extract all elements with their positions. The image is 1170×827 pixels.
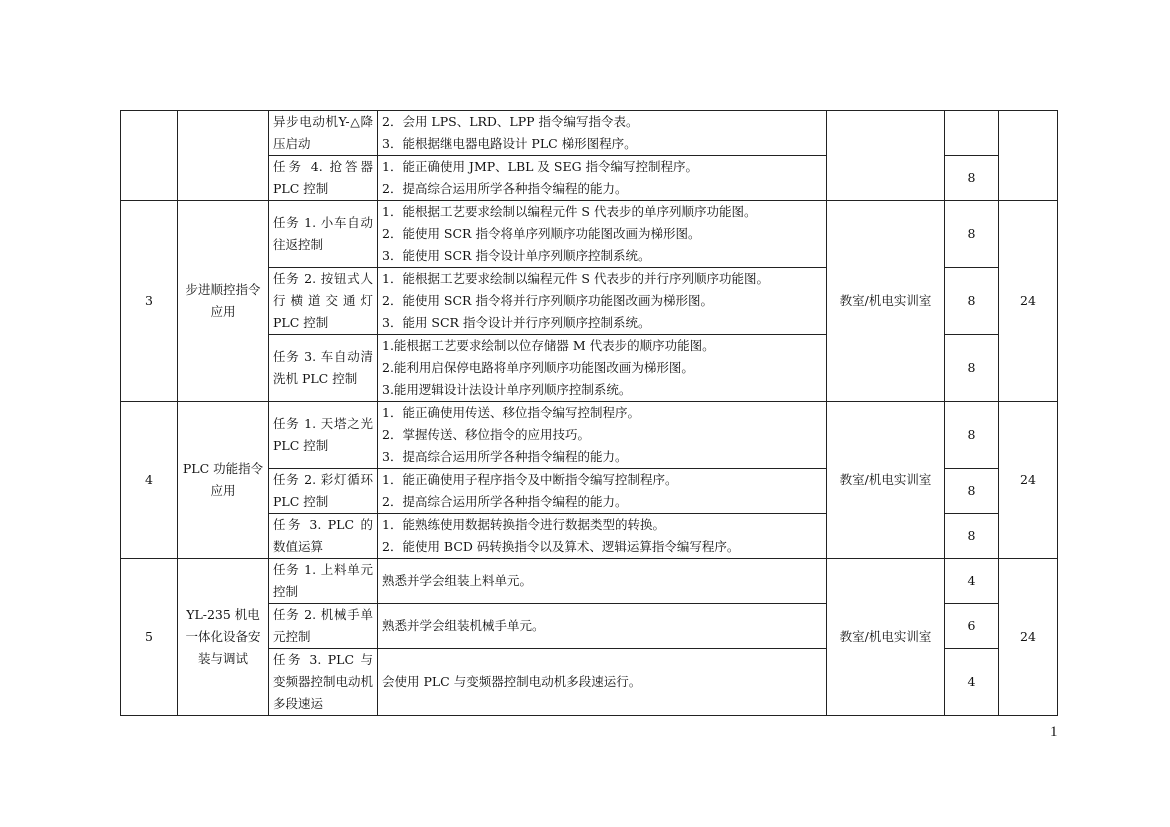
objective-line: 1．能正确使用传送、移位指令编写控制程序。 (382, 405, 640, 420)
objectives-cell (378, 268, 827, 335)
project-name-cell: PLC 功能指令应用 (178, 402, 269, 559)
venue-cell (827, 111, 945, 201)
task-name-cell: 任务 2. 彩灯循环 PLC 控制 (269, 469, 378, 514)
objective-line: 2.能利用启保停电路将单序列顺序功能图改画为梯形图。 (382, 360, 694, 375)
venue-cell: 教室/机电实训室 (827, 559, 945, 716)
total-hours-cell: 24 (999, 402, 1058, 559)
hours-cell (945, 111, 999, 156)
hours-cell: 4 (945, 649, 999, 716)
task-name-cell: 异步电动机Y-△降压启动 (269, 111, 378, 156)
objective-line: 1．能根据工艺要求绘制以编程元件 S 代表步的单序列顺序功能图。 (382, 204, 757, 219)
objectives-cell (378, 335, 827, 402)
hours-cell: 4 (945, 559, 999, 604)
total-hours-cell: 24 (999, 201, 1058, 402)
hours-cell: 8 (945, 201, 999, 268)
project-name-cell (178, 111, 269, 201)
table-row (121, 559, 1058, 604)
item-number-cell: 3 (121, 201, 178, 402)
objective-line: 熟悉并学会组装上料单元。 (382, 573, 533, 588)
curriculum-table (120, 110, 1058, 716)
objectives-cell (378, 604, 827, 649)
objective-line: 2．提高综合运用所学各种指令编程的能力。 (382, 181, 628, 196)
hours-cell: 8 (945, 335, 999, 402)
table-row (121, 111, 1058, 156)
objectives-cell (378, 111, 827, 156)
objective-line: 2．提高综合运用所学各种指令编程的能力。 (382, 494, 628, 509)
item-number-cell: 4 (121, 402, 178, 559)
objective-line: 2．能使用 SCR 指令将单序列顺序功能图改画为梯形图。 (382, 226, 701, 241)
table-row (121, 201, 1058, 268)
objectives-cell (378, 402, 827, 469)
objective-line: 3．能用 SCR 指令设计并行序列顺序控制系统。 (382, 315, 651, 330)
objective-line: 会使用 PLC 与变频器控制电动机多段速运行。 (382, 674, 642, 689)
objective-line: 1．能熟练使用数据转换指令进行数据类型的转换。 (382, 517, 665, 532)
objective-line: 熟悉并学会组装机械手单元。 (382, 618, 545, 633)
hours-cell: 6 (945, 604, 999, 649)
hours-cell: 8 (945, 156, 999, 201)
objective-line: 2．能使用 BCD 码转换指令以及算术、逻辑运算指令编写程序。 (382, 539, 740, 554)
task-name-cell: 任务 4. 抢答器 PLC 控制 (269, 156, 378, 201)
hours-cell: 8 (945, 402, 999, 469)
objectives-cell (378, 201, 827, 268)
hours-cell: 8 (945, 514, 999, 559)
objectives-cell (378, 559, 827, 604)
total-hours-cell (999, 111, 1058, 201)
objective-line: 3．能根据继电器电路设计 PLC 梯形图程序。 (382, 136, 637, 151)
task-name-cell: 任务 1. 小车自动往返控制 (269, 201, 378, 268)
objective-line: 1．能根据工艺要求绘制以编程元件 S 代表步的并行序列顺序功能图。 (382, 271, 769, 286)
item-number-cell (121, 111, 178, 201)
hours-cell: 8 (945, 469, 999, 514)
task-name-cell: 任务 1. 上料单元控制 (269, 559, 378, 604)
objective-line: 1．能正确使用 JMP、LBL 及 SEG 指令编写控制程序。 (382, 159, 699, 174)
page-number: 1 (1050, 724, 1058, 740)
task-name-cell: 任务 3. PLC 的数值运算 (269, 514, 378, 559)
hours-cell: 8 (945, 268, 999, 335)
task-name-cell: 任务 1. 天塔之光 PLC 控制 (269, 402, 378, 469)
objectives-cell (378, 514, 827, 559)
task-name-cell: 任务 3. 车自动清洗机 PLC 控制 (269, 335, 378, 402)
venue-cell: 教室/机电实训室 (827, 402, 945, 559)
project-name-cell: 步进顺控指令应用 (178, 201, 269, 402)
objective-line: 3．能使用 SCR 指令设计单序列顺序控制系统。 (382, 248, 651, 263)
total-hours-cell: 24 (999, 559, 1058, 716)
task-name-cell: 任务 2. 按钮式人行横道交通灯 PLC 控制 (269, 268, 378, 335)
table-row (121, 402, 1058, 469)
objective-line: 2．掌握传送、移位指令的应用技巧。 (382, 427, 590, 442)
objectives-cell (378, 469, 827, 514)
objective-line: 3．提高综合运用所学各种指令编程的能力。 (382, 449, 628, 464)
project-name-cell: YL-235 机电一体化设备安装与调试 (178, 559, 269, 716)
objective-line: 2．会用 LPS、LRD、LPP 指令编写指令表。 (382, 114, 639, 129)
objective-line: 1.能根据工艺要求绘制以位存储器 M 代表步的顺序功能图。 (382, 338, 715, 353)
objective-line: 1．能正确使用子程序指令及中断指令编写控制程序。 (382, 472, 678, 487)
objectives-cell (378, 649, 827, 716)
item-number-cell: 5 (121, 559, 178, 716)
objective-line: 3.能用逻辑设计法设计单序列顺序控制系统。 (382, 382, 632, 397)
venue-cell: 教室/机电实训室 (827, 201, 945, 402)
objective-line: 2．能使用 SCR 指令将并行序列顺序功能图改画为梯形图。 (382, 293, 713, 308)
task-name-cell: 任务 2. 机械手单元控制 (269, 604, 378, 649)
objectives-cell (378, 156, 827, 201)
task-name-cell: 任务 3. PLC 与变频器控制电动机多段速运 (269, 649, 378, 716)
